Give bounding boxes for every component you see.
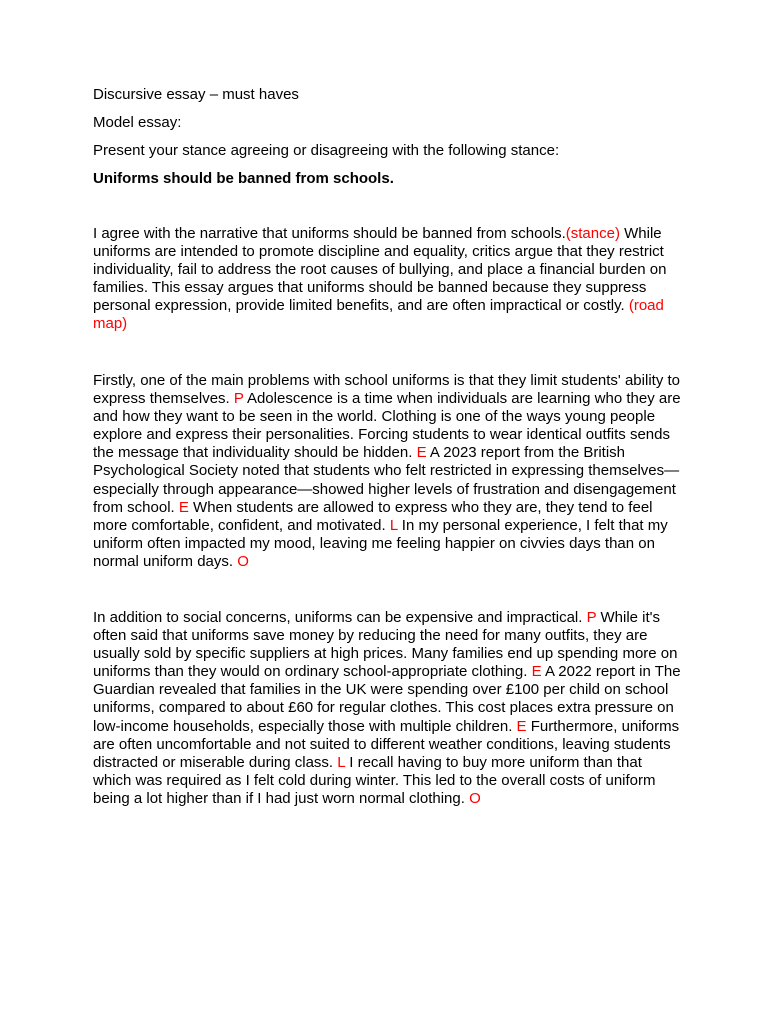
evidence-marker: E bbox=[531, 663, 542, 681]
point-marker: P bbox=[586, 609, 597, 626]
instruction-text: Present your stance agreeing or disagreeing with the following stance: bbox=[93, 142, 560, 159]
body1-text-2: Adolescence is a time when individuals are learning who they are and how they want to be seen in the world. Clothing is one of the ways young people explore and express their personalities. Forcing students to wear identical outfits sends the message that individuality should be hidden. bbox=[93, 390, 681, 462]
stance-marker: (stance) bbox=[565, 225, 620, 242]
point-marker: P bbox=[233, 390, 244, 408]
link-marker: L bbox=[389, 516, 398, 534]
explain-marker: E bbox=[178, 498, 189, 516]
document-page bbox=[93, 86, 683, 807]
introduction-paragraph bbox=[93, 225, 683, 334]
body-paragraph-1 bbox=[93, 372, 683, 571]
evidence-marker: E bbox=[416, 444, 427, 462]
intro-text-2: While uniforms are intended to promote discipline and equality, critics argue that they restrict individuality, fail to address the root causes of bullying, and place a financial burden on families. This essay argues that uniforms should be banned because they suppress personal expression, provide limited benefits, and are often impractical or costly. bbox=[93, 225, 667, 315]
own-opinion-marker: O bbox=[237, 552, 249, 570]
body1-text-3: A 2023 report from the British Psychological Society noted that students who felt restricted in expressing themselves—especially through appearance—showed higher levels of frustration and disengagement from school. bbox=[93, 444, 680, 516]
body2-text-2: While it's often said that uniforms save money by reducing the need for many outfits, they are usually sold by specific suppliers at high prices. Many families end up spending more on uniforms than they would on ordinary school-appropriate clothing. bbox=[93, 609, 678, 681]
model-essay-label: Model essay: bbox=[93, 114, 182, 131]
body1-text-5: In my personal experience, I felt that my uniform often impacted my mood, leaving me feeling happier on civvies days than on normal uniform days. bbox=[93, 516, 668, 570]
body2-text-5: I recall having to buy more uniform than that which was required as I felt cold during winter. This led to the overall costs of uniform being a lot higher than if I had just worn normal clothing. bbox=[93, 753, 656, 807]
body1-text-4: When students are allowed to express who they are, they tend to feel more comfortable, confident, and motivated. bbox=[93, 498, 653, 534]
document-title: Discursive essay – must haves bbox=[93, 86, 299, 103]
essay-question: Uniforms should be banned from schools. bbox=[93, 170, 394, 187]
intro-text-1: I agree with the narrative that uniforms should be banned from schools. bbox=[93, 225, 566, 242]
road-map-marker: (road map) bbox=[93, 297, 664, 333]
body2-text-3: A 2022 report in The Guardian revealed that families in the UK were spending over £100 per child on school uniforms, compared to about £60 for regular clothes. This cost places extra pressure on low-income households, especially those with multiple children. bbox=[93, 663, 681, 735]
body-paragraph-2 bbox=[93, 609, 683, 808]
own-opinion-marker: O bbox=[469, 789, 481, 807]
body2-text-4: Furthermore, uniforms are often uncomfortable and not suited to different weather conditions, leaving students distracted or miserable during class. bbox=[93, 717, 680, 771]
link-marker: L bbox=[337, 753, 346, 771]
body1-text-1: Firstly, one of the main problems with school uniforms is that they limit students' ability to express themselves. bbox=[93, 372, 680, 408]
explain-marker: E bbox=[516, 717, 527, 735]
body2-text-1: In addition to social concerns, uniforms can be expensive and impractical. bbox=[93, 609, 587, 626]
